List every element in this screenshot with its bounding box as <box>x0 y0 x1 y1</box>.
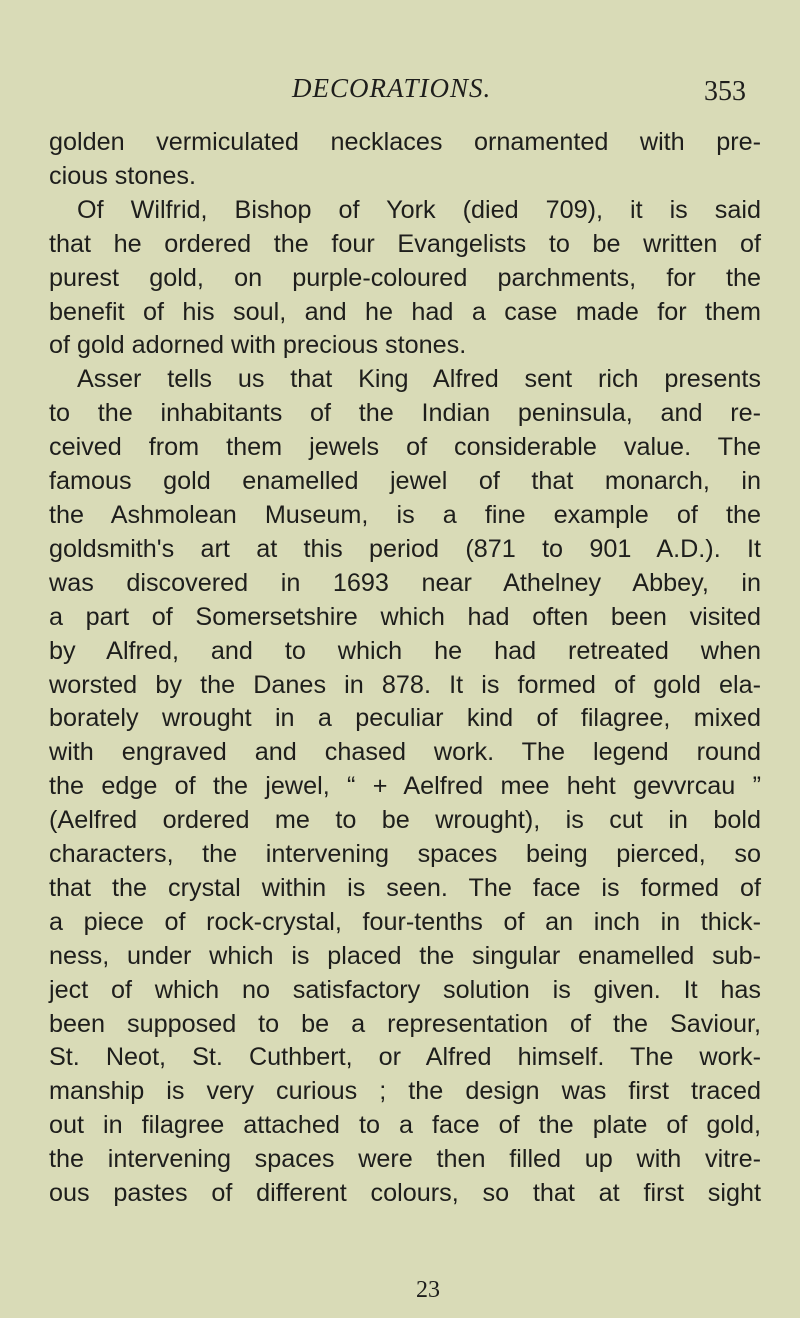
text-line: ness, under which is placed the singular enamelled sub- <box>49 941 761 970</box>
text-line: that he ordered the four Evangelists to be written of <box>49 229 761 258</box>
text-line: famous gold enamelled jewel of that monarch, in <box>49 467 761 496</box>
text-line: been supposed to be a representation of the Saviour, <box>49 1009 761 1038</box>
text-line: to the inhabitants of the Indian peninsula, and re- <box>49 399 761 428</box>
running-head <box>0 72 800 112</box>
text-line: that the crystal within is seen. The face is formed of <box>49 873 761 902</box>
text-line: the intervening spaces were then filled up with vitre- <box>49 1145 761 1174</box>
text-line: ceived from them jewels of considerable value. The <box>49 433 761 462</box>
text-line: with engraved and chased work. The legend round <box>49 738 761 767</box>
text-line: of gold adorned with precious stones. <box>49 331 467 360</box>
signature-footer <box>0 1276 800 1308</box>
text-line: borately wrought in a peculiar kind of filagree, mixed <box>49 704 761 733</box>
text-line: Asser tells us that King Alfred sent rich presents <box>77 365 761 394</box>
text-line: the Ashmolean Museum, is a fine example of the <box>49 500 761 529</box>
text-line: Of Wilfrid, Bishop of York (died 709), it is said <box>77 195 761 224</box>
signature-mark: 23 <box>416 1277 440 1303</box>
body-text <box>49 126 761 1211</box>
text-line: ous pastes of different colours, so that at first sight <box>49 1179 761 1208</box>
text-line: St. Neot, St. Cuthbert, or Alfred himself. The work- <box>49 1043 761 1072</box>
text-line: goldsmith's art at this period (871 to 901 A.D.). It <box>49 534 761 563</box>
text-line: worsted by the Danes in 878. It is formed of gold ela- <box>49 670 761 699</box>
text-line: cious stones. <box>49 161 197 190</box>
text-line: a part of Somersetshire which had often been visited <box>49 602 761 631</box>
text-line: (Aelfred ordered me to be wrought), is cut in bold <box>49 806 761 835</box>
text-line: out in filagree attached to a face of the plate of gold, <box>49 1111 761 1140</box>
text-line: benefit of his soul, and he had a case made for them <box>49 297 761 326</box>
text-line: was discovered in 1693 near Athelney Abbey, in <box>49 568 761 597</box>
text-line: golden vermiculated necklaces ornamented with pre- <box>49 128 761 156</box>
page-number: 353 <box>704 76 746 107</box>
running-title: DECORATIONS. <box>292 73 492 103</box>
text-line: characters, the intervening spaces being pierced, so <box>49 840 761 869</box>
text-line: purest gold, on purple-coloured parchments, for the <box>49 263 761 292</box>
text-line: manship is very curious ; the design was first traced <box>49 1077 761 1106</box>
text-line: ject of which no satisfactory solution is given. It has <box>49 975 761 1004</box>
text-line: a piece of rock-crystal, four-tenths of an inch in thick- <box>49 907 761 936</box>
text-line: the edge of the jewel, “ + Aelfred mee heht gevvrcau ” <box>49 772 761 801</box>
text-line: by Alfred, and to which he had retreated when <box>49 636 761 665</box>
